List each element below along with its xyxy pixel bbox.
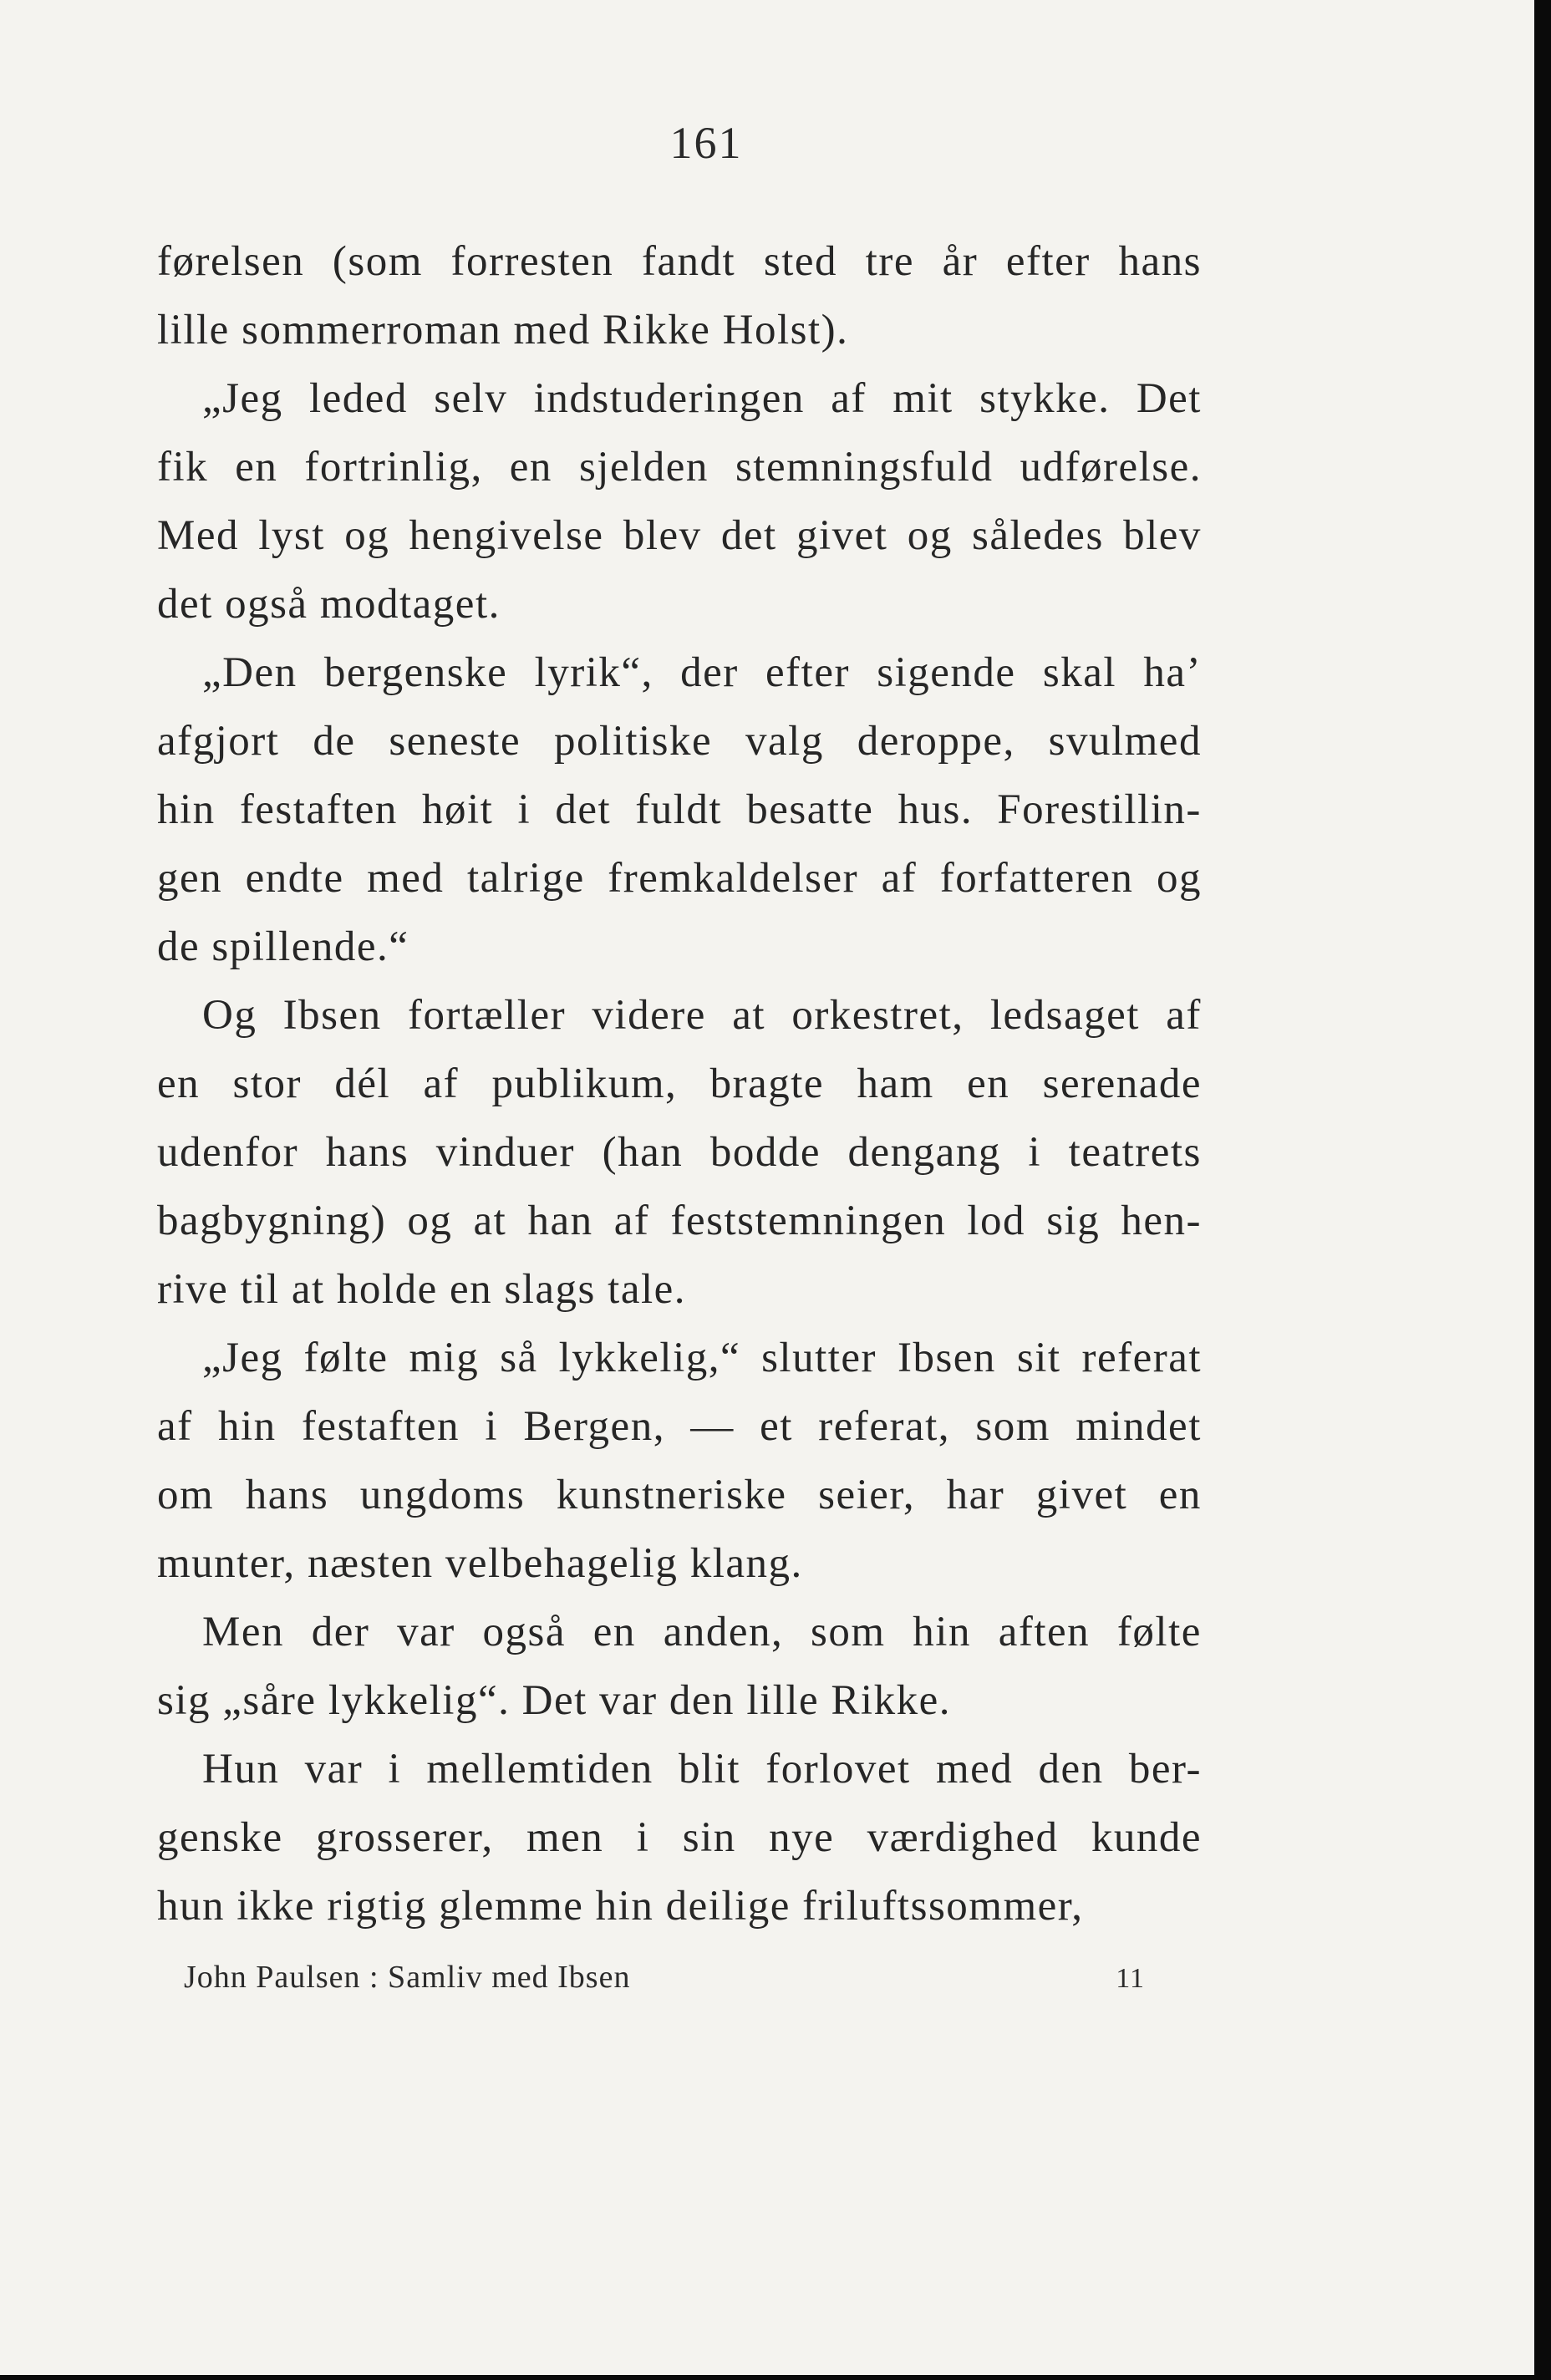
text-line: bagbygning) og at han af feststemningen lod sig hen- [157, 1198, 1202, 1244]
paragraph [157, 1598, 1202, 1735]
text-line: af hin festaften i Bergen, — et referat, som mindet [157, 1403, 1202, 1450]
text-line: udenfor hans vinduer (han bodde dengang i teatrets [157, 1129, 1202, 1176]
text-line: sig „såre lykkelig“. Det var den lille Rikke. [157, 1677, 951, 1724]
paragraph [157, 364, 1202, 638]
body-text [157, 227, 1202, 1940]
text-line: Og Ibsen fortæller videre at orkestret, ledsaget af [202, 992, 1202, 1039]
text-line: hin festaften høit i det fuldt besatte hus. Forestillin- [157, 786, 1202, 833]
running-title: John Paulsen : Samliv med Ibsen [184, 1960, 631, 1995]
text-line: munter, næsten velbehagelig klang. [157, 1540, 803, 1587]
text-line: de spillende.“ [157, 923, 409, 970]
text-line: afgjort de seneste politiske valg deroppe, svulmed [157, 718, 1202, 765]
paragraph [157, 227, 1202, 364]
text-line: en stor dél af publikum, bragte ham en serenade [157, 1060, 1202, 1107]
text-line: lille sommerroman med Rikke Holst). [157, 307, 849, 353]
page-number: 161 [669, 118, 743, 168]
text-line: „Jeg følte mig så lykkelig,“ slutter Ibsen sit referat [202, 1335, 1202, 1381]
text-line: hun ikke rigtig glemme hin deilige friluftssommer, [157, 1883, 1084, 1930]
text-line: genske grosserer, men i sin nye værdighed kunde [157, 1814, 1202, 1861]
signature-mark: 11 [1116, 1963, 1145, 1994]
page-footer [184, 1951, 1145, 1996]
text-line: Men der var også en anden, som hin aften følte [202, 1609, 1202, 1655]
text-line: Med lyst og hengivelse blev det givet og således blev [157, 512, 1202, 559]
text-line: om hans ungdoms kunstneriske seier, har givet en [157, 1472, 1202, 1518]
text-line: rive til at holde en slags tale. [157, 1266, 687, 1313]
text-line: Hun var i mellemtiden blit forlovet med den ber- [202, 1746, 1202, 1793]
text-line: „Den bergenske lyrik“, der efter sigende skal ha’ [202, 649, 1202, 696]
paragraph [157, 1324, 1202, 1598]
paragraph [157, 1735, 1202, 1940]
text-line: fik en fortrinlig, en sjelden stemningsfuld udførelse. [157, 444, 1202, 491]
paragraph [157, 981, 1202, 1324]
text-line: gen endte med talrige fremkaldelser af forfatteren og [157, 855, 1202, 902]
text-line: førelsen (som forresten fandt sted tre år efter hans [157, 238, 1202, 285]
text-line: „Jeg leded selv indstuderingen af mit stykke. Det [202, 375, 1202, 422]
paragraph [157, 638, 1202, 981]
text-line: det også modtaget. [157, 581, 501, 628]
